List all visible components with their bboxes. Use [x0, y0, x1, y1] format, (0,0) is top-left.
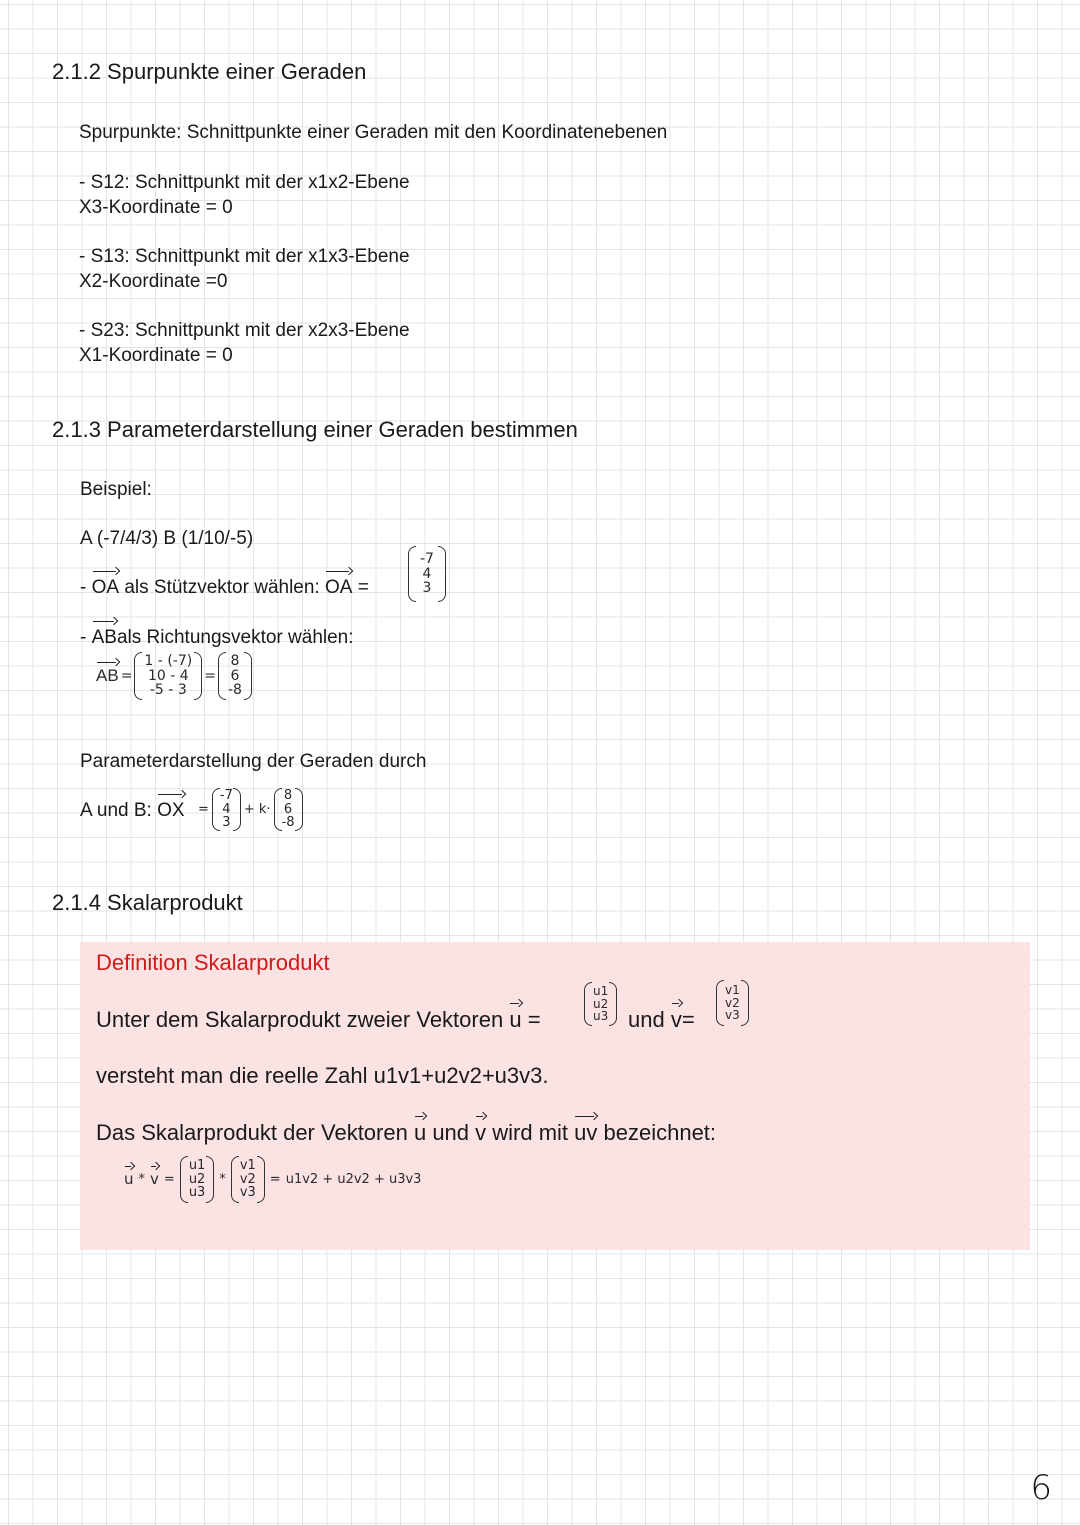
vector-arrow-icon	[157, 792, 184, 798]
oa-column-vector	[408, 546, 446, 602]
definition-line-1: Unter dem Skalarprodukt zweier Vektoren u =	[96, 1007, 541, 1033]
vector-u-hand: u	[124, 1170, 134, 1188]
vec-entry: v2	[239, 1171, 256, 1187]
richtungsvektor-text: als Richtungsvektor wählen:	[116, 627, 354, 648]
vector-ab: AB	[92, 625, 117, 650]
vector-arrow-icon	[92, 619, 117, 625]
param-prefix: A und B: OX	[80, 798, 185, 823]
vector-arrow-icon	[574, 1114, 597, 1120]
s23-coordinate: X1-Koordinate = 0	[79, 345, 233, 366]
equals-sign: =	[198, 801, 209, 817]
definition-line-2: versteht man die reelle Zahl u1v1+u2v2+u3v3.	[96, 1063, 549, 1088]
vec-entry: u1	[593, 984, 609, 998]
page-number: 6	[1030, 1468, 1052, 1508]
stuetzvektor-line	[80, 575, 369, 600]
vec-entry: 4	[422, 565, 432, 582]
ab-calculation	[96, 652, 252, 700]
param-direction-vector	[274, 788, 303, 831]
v-vector-hand	[231, 1156, 265, 1203]
s12-coordinate: X3-Koordinate = 0	[79, 197, 233, 218]
u-vector-hand	[180, 1156, 215, 1203]
vec-entry: 8	[230, 653, 240, 669]
vector-u-2: u	[414, 1120, 426, 1146]
vector-arrow-icon	[671, 1001, 682, 1007]
vector-ox: OX	[157, 798, 184, 823]
equals-sign: =	[120, 668, 133, 685]
diff-row: 10 - 4	[147, 667, 189, 684]
vector-arrow-icon	[325, 569, 352, 575]
equals-sign: =	[269, 1171, 281, 1187]
definition-callout	[80, 942, 1030, 1250]
und-v-text: und v=	[628, 1007, 695, 1033]
stuetzvektor-text: als Stützvektor wählen:	[119, 577, 325, 598]
vec-entry: u1	[188, 1158, 206, 1173]
vector-u: u	[509, 1007, 521, 1033]
vec-entry: -8	[227, 682, 242, 699]
vector-ab-hand: AB	[96, 666, 119, 686]
vector-v-2: v	[475, 1120, 486, 1146]
equals-sign: =	[163, 1171, 175, 1187]
vec-entry: 4	[222, 801, 231, 817]
diff-row: -5 - 3	[149, 682, 187, 699]
vector-arrow-icon	[96, 660, 119, 666]
diff-row: 1 - (-7)	[144, 653, 193, 669]
param-support-vector	[212, 788, 241, 831]
vec-entry: v1	[239, 1158, 256, 1173]
section-heading-2-1-4: 2.1.4 Skalarprodukt	[52, 890, 243, 915]
s13-line: - S13: Schnittpunkt mit der x1x3-Ebene	[79, 246, 410, 267]
vec-entry: 6	[283, 801, 293, 817]
vector-arrow-icon	[475, 1114, 486, 1120]
vec-entry: 8	[283, 788, 293, 803]
param-text: Parameterdarstellung der Geraden durch	[80, 751, 427, 772]
spurpunkte-intro: Spurpunkte: Schnittpunkte einer Geraden mit den Koordinatenebenen	[79, 122, 668, 143]
vector-uv: uv	[574, 1120, 597, 1146]
s13-coordinate: X2-Koordinate =0	[79, 271, 228, 292]
star: *	[138, 1171, 146, 1187]
vec-entry: u2	[593, 996, 609, 1011]
equals-sign: =	[357, 577, 369, 598]
vec-entry: v3	[725, 1008, 740, 1023]
definition-line-3: Das Skalarprodukt der Vektoren u und v wird mit uv bezeichnet:	[96, 1120, 716, 1146]
section-heading-2-1-3: 2.1.3 Parameterdarstellung einer Geraden bestimmen	[52, 417, 578, 442]
vec-entry: u3	[593, 1009, 609, 1024]
vec-entry: u2	[188, 1171, 206, 1187]
points-a-b: A (-7/4/3) B (1/10/-5)	[80, 528, 254, 549]
vector-oa-2: OA	[325, 575, 352, 600]
handwritten-result: u1v2 + u2v2 + u3v3	[285, 1171, 422, 1187]
vector-arrow-icon	[124, 1164, 134, 1170]
vector-arrow-icon	[414, 1114, 426, 1120]
s23-line: - S23: Schnittpunkt mit der x2x3-Ebene	[79, 320, 410, 341]
vec-entry: 3	[422, 580, 432, 597]
vector-arrow-icon	[92, 569, 119, 575]
vec-entry: v3	[239, 1185, 256, 1201]
ab-difference-vector	[134, 652, 202, 700]
s12-line: - S12: Schnittpunkt mit der x1x2-Ebene	[79, 172, 410, 193]
vec-entry: 3	[222, 815, 231, 831]
definition-title: Definition Skalarprodukt	[96, 950, 330, 975]
vec-entry: 6	[230, 667, 240, 684]
param-equation	[198, 788, 303, 831]
vec-entry: -7	[219, 788, 233, 803]
equals-sign: =	[204, 668, 216, 685]
u-column-vector	[584, 982, 617, 1026]
vec-entry: v2	[725, 995, 740, 1010]
dash: -	[80, 627, 92, 648]
section-heading-2-1-2: 2.1.2 Spurpunkte einer Geraden	[52, 59, 367, 84]
vector-v-hand: v	[150, 1170, 159, 1188]
vec-entry: -8	[281, 815, 295, 831]
vector-oa: OA	[92, 575, 119, 600]
vec-entry: v1	[725, 983, 740, 997]
vector-arrow-icon	[150, 1164, 159, 1170]
dash: -	[80, 577, 92, 598]
v-column-vector	[716, 980, 749, 1026]
richtungsvektor-line	[80, 625, 354, 650]
handwritten-scalar-formula	[124, 1156, 421, 1203]
plus-k: + k·	[243, 801, 271, 817]
vec-entry: u3	[188, 1185, 206, 1201]
star: *	[219, 1171, 226, 1187]
ab-result-vector	[218, 652, 252, 700]
vector-arrow-icon	[509, 1001, 521, 1007]
vector-v: v	[671, 1007, 682, 1033]
vec-entry: -7	[420, 551, 434, 567]
example-label: Beispiel:	[80, 479, 152, 500]
